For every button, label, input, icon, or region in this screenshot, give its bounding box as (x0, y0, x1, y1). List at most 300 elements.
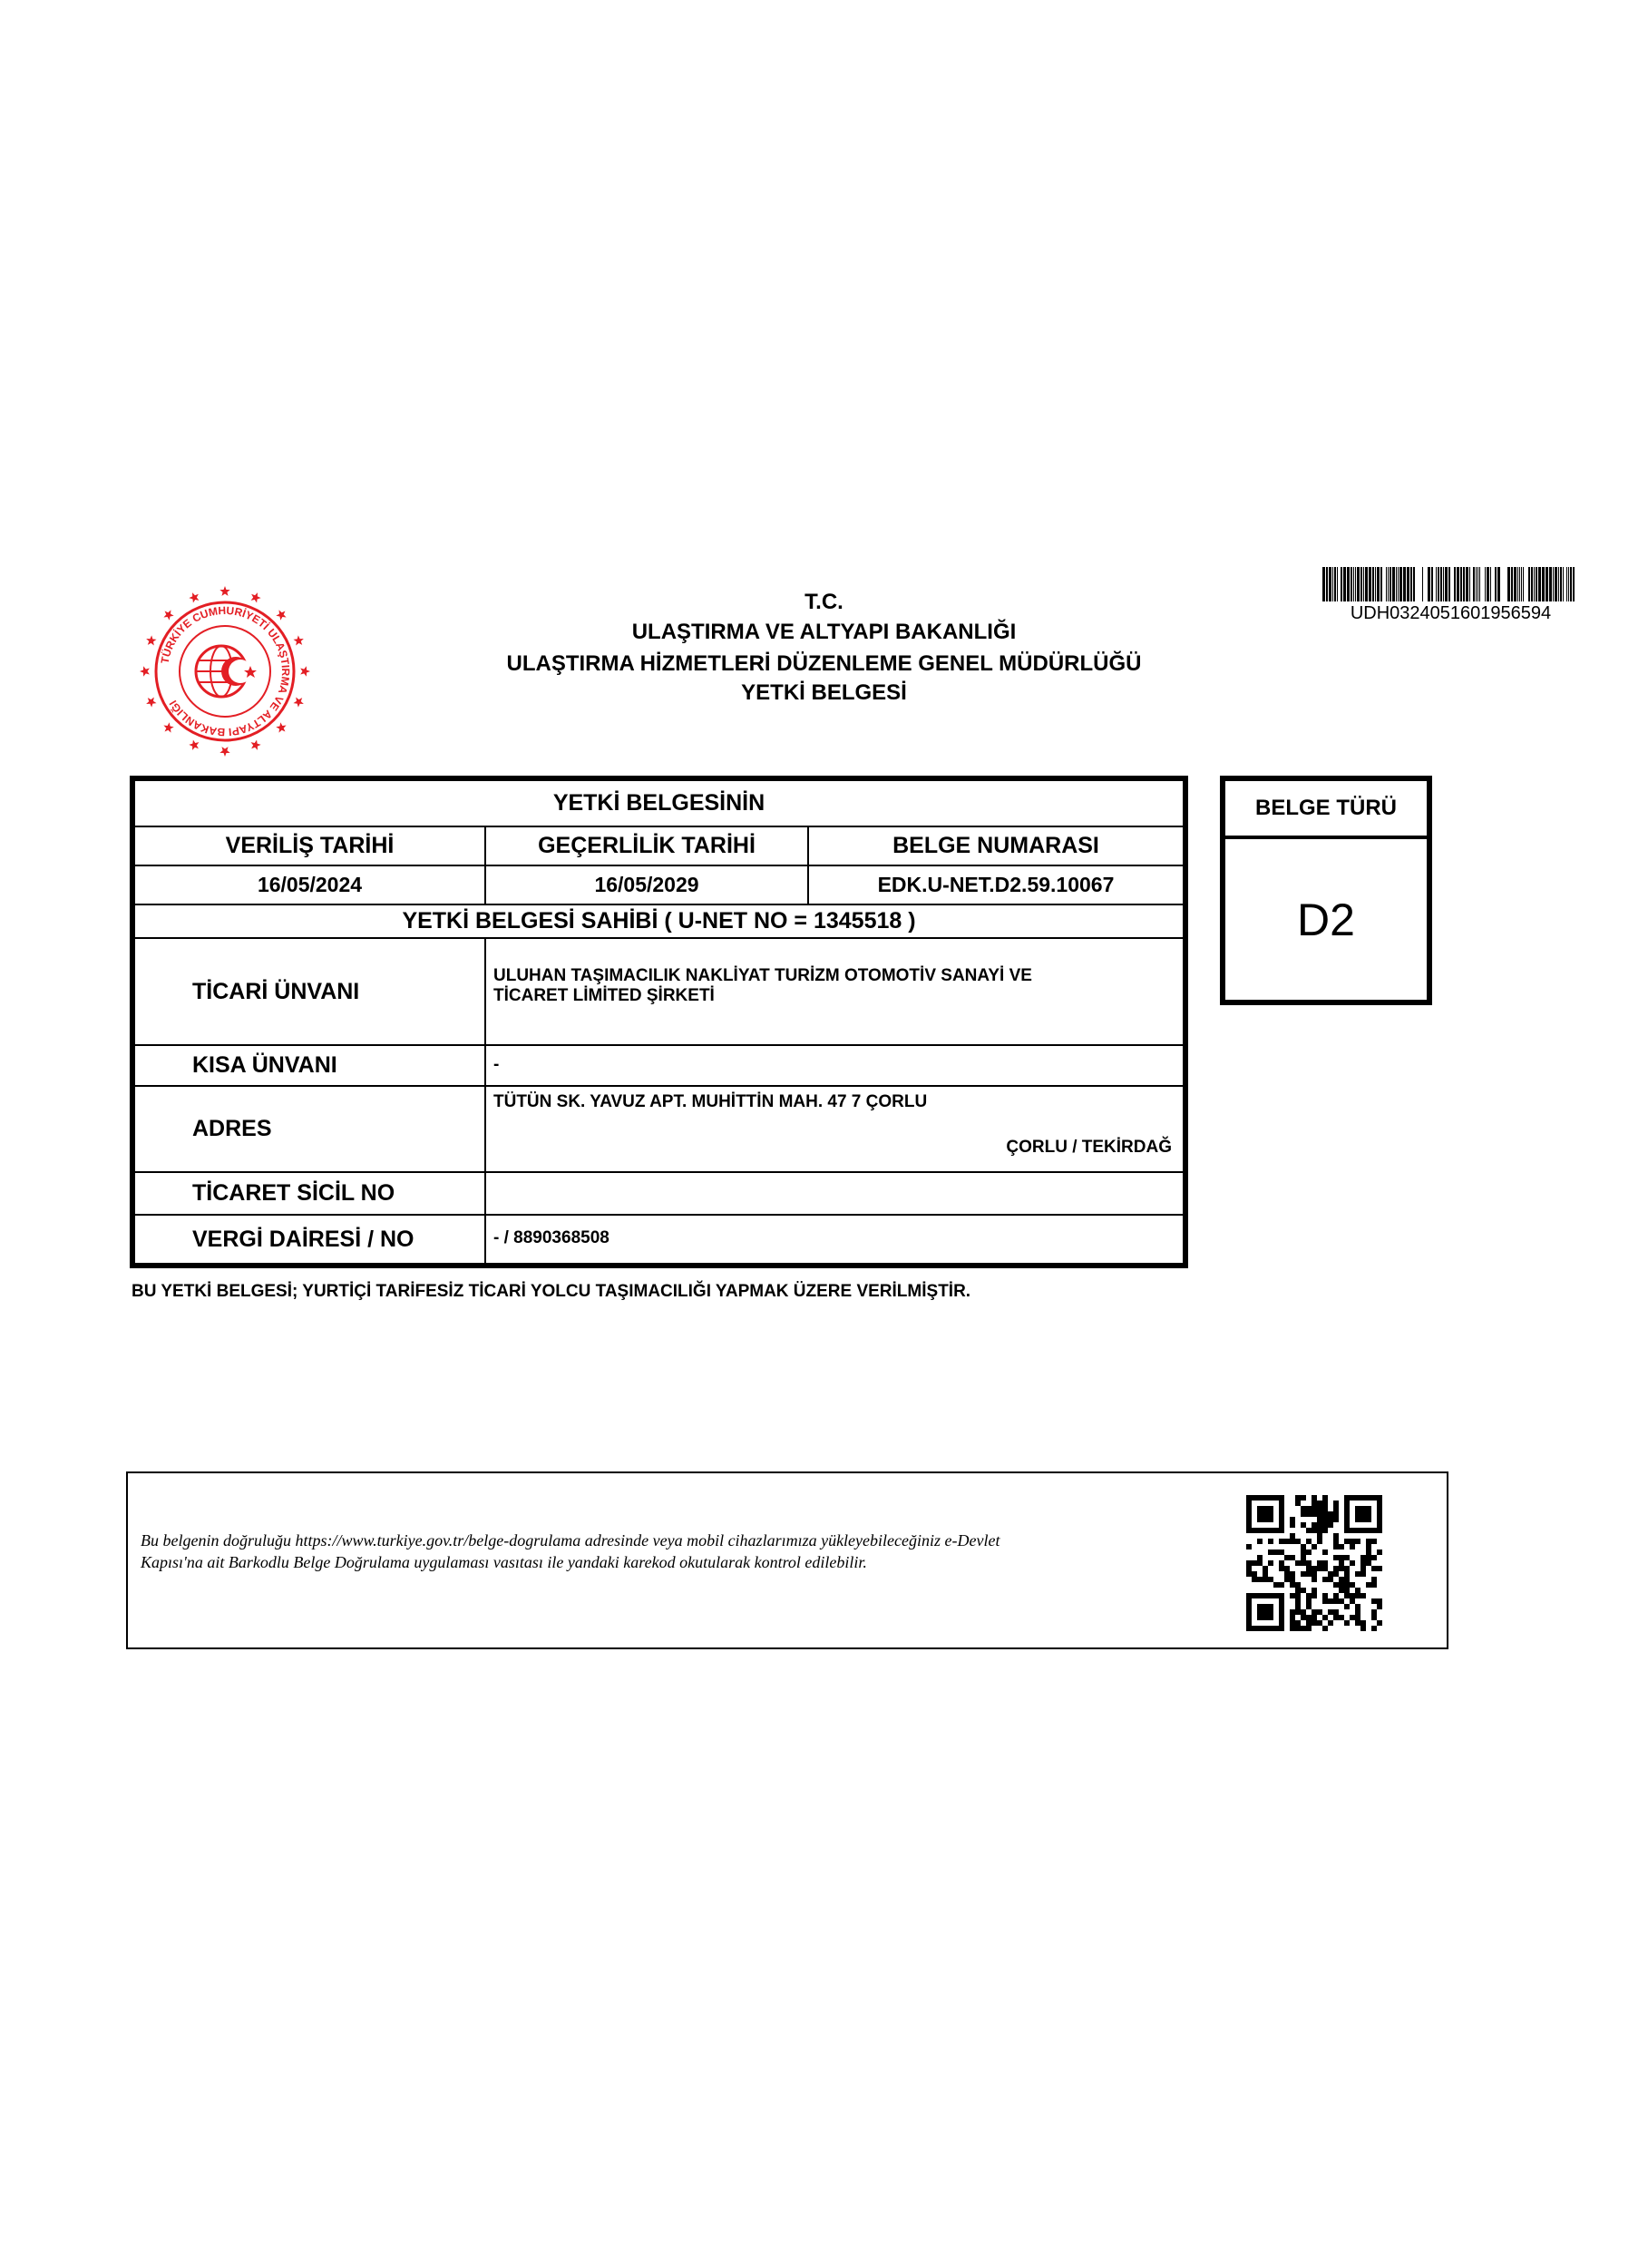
qr-module (1246, 1544, 1252, 1549)
barcode-bar (1332, 567, 1333, 601)
qr-module (1377, 1566, 1382, 1571)
qr-module (1279, 1604, 1284, 1609)
qr-module (1371, 1598, 1377, 1604)
qr-module (1268, 1577, 1273, 1582)
qr-module (1322, 1566, 1328, 1571)
qr-module (1246, 1501, 1252, 1506)
barcode-bar (1428, 567, 1430, 601)
qr-module (1355, 1588, 1360, 1593)
barcode-bar (1523, 567, 1524, 601)
qr-module (1333, 1544, 1339, 1549)
seal-star (276, 722, 286, 732)
barcode-bar (1460, 567, 1462, 601)
barcode-bar (1542, 567, 1545, 601)
qr-module (1252, 1571, 1257, 1577)
qr-module (1295, 1604, 1301, 1609)
barcode-bar (1372, 567, 1374, 601)
qr-module (1268, 1528, 1273, 1533)
qr-module (1268, 1495, 1273, 1501)
qr-module (1371, 1609, 1377, 1615)
short-name-row (135, 1046, 1183, 1087)
trade-name-label: TİCARİ ÜNVANI (135, 939, 486, 1044)
qr-module (1279, 1598, 1284, 1604)
qr-module (1360, 1566, 1366, 1571)
qr-module (1295, 1582, 1301, 1588)
barcode-bar (1514, 567, 1516, 601)
qr-module (1339, 1582, 1344, 1588)
qr-module (1328, 1620, 1333, 1626)
barcode-bar (1360, 567, 1362, 601)
barcode-bar (1403, 567, 1406, 601)
trade-name-row (135, 939, 1183, 1046)
qr-module (1350, 1598, 1355, 1604)
qr-module (1257, 1555, 1263, 1560)
barcode-bar (1363, 567, 1364, 601)
qr-module (1339, 1577, 1344, 1582)
qr-module (1333, 1615, 1339, 1620)
qr-module (1306, 1620, 1312, 1626)
barcode-bar (1365, 567, 1368, 601)
qr-module (1279, 1511, 1284, 1517)
qr-module (1290, 1577, 1295, 1582)
qr-module (1290, 1517, 1295, 1522)
barcode-bar (1511, 567, 1513, 601)
qr-module (1355, 1539, 1360, 1544)
qr-module (1328, 1571, 1333, 1577)
barcode-bar (1343, 567, 1346, 601)
tax-office-label: VERGİ DAİRESİ / NO (135, 1216, 486, 1263)
qr-module (1273, 1582, 1279, 1588)
qr-module (1306, 1528, 1312, 1533)
qr-module (1306, 1560, 1312, 1566)
qr-module (1290, 1582, 1295, 1588)
qr-module (1371, 1539, 1377, 1544)
qr-module (1290, 1555, 1295, 1560)
qr-module (1366, 1560, 1371, 1566)
qr-module (1279, 1609, 1284, 1615)
barcode-bar (1507, 567, 1510, 601)
qr-module (1333, 1539, 1339, 1544)
barcode-bar (1495, 567, 1497, 601)
qr-module (1360, 1593, 1366, 1598)
barcode-bar (1538, 567, 1541, 601)
barcode-bar (1413, 567, 1415, 601)
qr-module (1355, 1495, 1360, 1501)
tax-office-value: - / 8890368508 (493, 1228, 609, 1247)
qr-module (1350, 1539, 1355, 1544)
header-directorate: ULAŞTIRMA HİZMETLERİ DÜZENLEME GENEL MÜDÜRLÜĞÜ (506, 651, 1142, 676)
qr-module (1366, 1549, 1371, 1555)
qr-module (1344, 1506, 1350, 1511)
barcode-bar (1476, 567, 1477, 601)
qr-module (1355, 1609, 1360, 1615)
barcode-number: UDH0324051601956594 (1350, 603, 1552, 623)
qr-module (1328, 1517, 1333, 1522)
barcode-bar (1326, 567, 1328, 601)
qr-module (1312, 1501, 1317, 1506)
qr-module (1252, 1560, 1257, 1566)
qr-module (1328, 1522, 1333, 1528)
qr-module (1279, 1495, 1284, 1501)
qr-module (1268, 1517, 1273, 1522)
qr-module (1284, 1555, 1290, 1560)
qr-module (1268, 1560, 1273, 1566)
qr-module (1312, 1593, 1317, 1598)
qr-module (1322, 1528, 1328, 1533)
seal-text: TÜRKİYE CUMHURİYETİ ULAŞTIRMA VE ALTYAPI BAKANLIĞI (158, 603, 293, 739)
qr-module (1295, 1626, 1301, 1631)
header-ministry: ULAŞTIRMA VE ALTYAPI BAKANLIĞI (631, 620, 1017, 644)
barcode-bar (1396, 567, 1397, 601)
qr-module (1377, 1506, 1382, 1511)
qr-module (1263, 1615, 1268, 1620)
qr-module (1371, 1582, 1377, 1588)
qr-module (1290, 1620, 1295, 1626)
tax-office-row (135, 1216, 1183, 1263)
qr-module (1301, 1626, 1306, 1631)
qr-module (1257, 1517, 1263, 1522)
qr-module (1344, 1555, 1350, 1560)
verification-line2: Kapısı'na ait Barkodlu Belge Doğrulama uygulaması vasıtası ile yandaki karekod okutularak kontrol edilebilir. (141, 1553, 867, 1571)
section-title: YETKİ BELGESİNİN (552, 790, 765, 816)
barcode-bar (1487, 567, 1489, 601)
qr-module (1279, 1522, 1284, 1528)
qr-module (1322, 1506, 1328, 1511)
qr-module (1295, 1501, 1301, 1506)
barcode-bar (1549, 567, 1552, 601)
qr-module (1268, 1615, 1273, 1620)
qr-code (1246, 1495, 1382, 1631)
qr-module (1312, 1615, 1317, 1620)
barcode-bar (1334, 567, 1336, 601)
qr-module (1312, 1506, 1317, 1511)
barcode-bar (1546, 567, 1548, 601)
qr-module (1322, 1511, 1328, 1517)
qr-module (1306, 1539, 1312, 1544)
barcode-bar (1438, 567, 1439, 601)
qr-module (1360, 1517, 1366, 1522)
qr-module (1284, 1571, 1290, 1577)
barcode-bar (1457, 567, 1459, 601)
qr-module (1350, 1615, 1355, 1620)
qr-module (1246, 1522, 1252, 1528)
qr-module (1312, 1566, 1317, 1571)
column-header-row (135, 827, 1183, 866)
qr-module (1355, 1615, 1360, 1620)
qr-module (1290, 1533, 1295, 1539)
barcode-bar (1353, 567, 1354, 601)
document-type-label: BELGE TÜRÜ (1225, 781, 1427, 839)
qr-module (1263, 1626, 1268, 1631)
qr-module (1268, 1604, 1273, 1609)
qr-module (1366, 1528, 1371, 1533)
document-number: EDK.U-NET.D2.59.10067 (877, 873, 1115, 896)
qr-module (1306, 1566, 1312, 1571)
barcode-bar (1553, 567, 1554, 601)
barcode-bar (1380, 567, 1382, 601)
qr-module (1344, 1571, 1350, 1577)
qr-module (1333, 1511, 1339, 1517)
qr-module (1377, 1598, 1382, 1604)
qr-module (1371, 1577, 1377, 1582)
qr-module (1360, 1620, 1366, 1626)
barcode-bar (1497, 567, 1500, 601)
qr-module (1252, 1577, 1257, 1582)
qr-module (1344, 1593, 1350, 1598)
qr-module (1366, 1495, 1371, 1501)
qr-module (1312, 1571, 1317, 1577)
barcode-bar (1392, 567, 1395, 601)
qr-module (1273, 1593, 1279, 1598)
qr-module (1246, 1615, 1252, 1620)
barcode-bar (1390, 567, 1391, 601)
qr-module (1295, 1598, 1301, 1604)
qr-module (1377, 1522, 1382, 1528)
barcode-bar (1357, 567, 1360, 601)
header-doc-title: YETKİ BELGESİ (741, 680, 907, 705)
qr-module (1312, 1522, 1317, 1528)
qr-module (1312, 1544, 1317, 1549)
qr-module (1263, 1506, 1268, 1511)
qr-module (1333, 1571, 1339, 1577)
trade-name-line1: ULUHAN TAŞIMACILIK NAKLİYAT TURİZM OTOMOTİV SANAYİ VE (493, 966, 1032, 985)
qr-module (1246, 1506, 1252, 1511)
qr-module (1344, 1522, 1350, 1528)
qr-module (1246, 1593, 1252, 1598)
qr-module (1339, 1598, 1344, 1604)
barcode-bar (1436, 567, 1437, 601)
qr-module (1290, 1522, 1295, 1528)
column-document-number: BELGE NUMARASI (892, 833, 1099, 858)
qr-module (1377, 1549, 1382, 1555)
qr-module (1339, 1555, 1344, 1560)
qr-module (1284, 1577, 1290, 1582)
qr-module (1301, 1588, 1306, 1593)
qr-module (1290, 1609, 1295, 1615)
qr-module (1257, 1495, 1263, 1501)
qr-module (1366, 1582, 1371, 1588)
barcode-bar (1388, 567, 1389, 601)
barcode-bar (1410, 567, 1412, 601)
barcode-bar (1479, 567, 1480, 601)
qr-module (1263, 1604, 1268, 1609)
qr-module (1252, 1495, 1257, 1501)
qr-module (1344, 1528, 1350, 1533)
qr-module (1322, 1615, 1328, 1620)
qr-module (1322, 1522, 1328, 1528)
qr-module (1273, 1626, 1279, 1631)
barcode-bar (1337, 567, 1338, 601)
barcode-bar (1566, 567, 1567, 601)
qr-module (1333, 1501, 1339, 1506)
qr-module (1257, 1609, 1263, 1615)
column-issue-date: VERİLİŞ TARİHİ (135, 827, 486, 865)
qr-module (1371, 1566, 1377, 1571)
barcode-bar (1466, 567, 1468, 601)
qr-module (1268, 1539, 1273, 1544)
validity-date: 16/05/2029 (486, 866, 809, 904)
section-title-row (135, 781, 1183, 827)
address-row (135, 1087, 1183, 1173)
qr-module (1273, 1549, 1279, 1555)
barcode-bar (1558, 567, 1559, 601)
qr-module (1252, 1593, 1257, 1598)
qr-module (1312, 1588, 1317, 1593)
qr-module (1257, 1626, 1263, 1631)
qr-module (1279, 1506, 1284, 1511)
barcode-bar (1448, 567, 1450, 601)
qr-module (1290, 1571, 1295, 1577)
barcode-bar (1369, 567, 1371, 601)
verification-line1: Bu belgenin doğruluğu https://www.turkiye.gov.tr/belge-dogrulama adresinde veya mobil cihazlarımıza yükleyebileceğiniz e-Devlet (141, 1531, 1000, 1549)
authorization-note: BU YETKİ BELGESİ; YURTİÇİ TARİFESİZ TİCARİ YOLCU TAŞIMACILIĞI YAPMAK ÜZERE VERİLMİŞTİR. (132, 1282, 971, 1301)
qr-module (1377, 1495, 1382, 1501)
seal-star (219, 747, 229, 757)
qr-module (1290, 1626, 1295, 1631)
barcode-bar (1445, 567, 1448, 601)
barcode-bar (1463, 567, 1465, 601)
qr-module (1366, 1506, 1371, 1511)
qr-module (1333, 1609, 1339, 1615)
qr-module (1344, 1517, 1350, 1522)
qr-module (1366, 1517, 1371, 1522)
qr-module (1273, 1528, 1279, 1533)
qr-module (1268, 1609, 1273, 1615)
trade-registry-label: TİCARET SİCİL NO (135, 1173, 486, 1214)
qr-module (1279, 1539, 1284, 1544)
qr-module (1312, 1577, 1317, 1582)
qr-module (1322, 1598, 1328, 1604)
qr-module (1257, 1593, 1263, 1598)
header-tc: T.C. (804, 590, 844, 614)
barcode (1322, 567, 1579, 601)
qr-module (1344, 1604, 1350, 1609)
qr-module (1366, 1555, 1371, 1560)
qr-module (1339, 1544, 1344, 1549)
qr-module (1322, 1495, 1328, 1501)
qr-module (1263, 1528, 1268, 1533)
authorization-table (130, 776, 1188, 1268)
qr-module (1301, 1522, 1306, 1528)
qr-module (1301, 1560, 1306, 1566)
qr-module (1355, 1571, 1360, 1577)
address-label: ADRES (135, 1087, 486, 1171)
barcode-bar (1440, 567, 1442, 601)
qr-module (1290, 1615, 1295, 1620)
qr-module (1371, 1528, 1377, 1533)
qr-module (1339, 1588, 1344, 1593)
qr-module (1301, 1555, 1306, 1560)
qr-module (1263, 1517, 1268, 1522)
qr-module (1295, 1495, 1301, 1501)
qr-module (1355, 1506, 1360, 1511)
qr-module (1371, 1615, 1377, 1620)
qr-module (1312, 1620, 1317, 1626)
qr-module (1263, 1495, 1268, 1501)
barcode-bar (1485, 567, 1486, 601)
qr-module (1301, 1549, 1306, 1555)
qr-module (1246, 1571, 1252, 1577)
qr-module (1360, 1528, 1366, 1533)
qr-module (1268, 1511, 1273, 1517)
holder-title-row (135, 905, 1183, 939)
qr-module (1312, 1495, 1317, 1501)
qr-module (1322, 1517, 1328, 1522)
qr-module (1360, 1506, 1366, 1511)
qr-module (1301, 1506, 1306, 1511)
qr-module (1268, 1626, 1273, 1631)
qr-module (1355, 1517, 1360, 1522)
qr-module (1257, 1577, 1263, 1582)
qr-module (1306, 1549, 1312, 1555)
qr-module (1366, 1511, 1371, 1517)
issue-date: 16/05/2024 (135, 866, 486, 904)
qr-module (1252, 1626, 1257, 1631)
qr-module (1344, 1577, 1350, 1582)
qr-module (1377, 1604, 1382, 1609)
qr-module (1284, 1539, 1290, 1544)
qr-module (1252, 1528, 1257, 1533)
qr-module (1279, 1517, 1284, 1522)
qr-module (1257, 1604, 1263, 1609)
qr-module (1279, 1528, 1284, 1533)
barcode-bar (1534, 567, 1535, 601)
qr-module (1257, 1506, 1263, 1511)
qr-module (1263, 1609, 1268, 1615)
qr-module (1306, 1593, 1312, 1598)
qr-module (1295, 1588, 1301, 1593)
qr-module (1322, 1577, 1328, 1582)
qr-module (1333, 1582, 1339, 1588)
barcode-bar (1519, 567, 1520, 601)
qr-module (1263, 1511, 1268, 1517)
barcode-bar (1407, 567, 1409, 601)
qr-module (1246, 1528, 1252, 1533)
qr-module (1328, 1598, 1333, 1604)
qr-module (1339, 1560, 1344, 1566)
qr-module (1328, 1577, 1333, 1582)
barcode-bar (1431, 567, 1433, 601)
qr-module (1279, 1593, 1284, 1598)
trade-registry-row (135, 1173, 1183, 1216)
address-line1: TÜTÜN SK. YAVUZ APT. MUHİTTİN MAH. 47 7 ÇORLU (493, 1092, 928, 1111)
qr-module (1355, 1593, 1360, 1598)
qr-module (1301, 1544, 1306, 1549)
qr-module (1322, 1549, 1328, 1555)
qr-module (1268, 1593, 1273, 1598)
qr-module (1344, 1511, 1350, 1517)
seal-star (189, 739, 199, 749)
qr-module (1333, 1555, 1339, 1560)
barcode-bar (1573, 567, 1575, 601)
qr-module (1301, 1511, 1306, 1517)
qr-module (1344, 1588, 1350, 1593)
barcode-bar (1347, 567, 1350, 601)
qr-module (1295, 1609, 1301, 1615)
qr-module (1306, 1511, 1312, 1517)
verification-box (126, 1471, 1448, 1649)
barcode-bar (1329, 567, 1331, 601)
qr-module (1322, 1560, 1328, 1566)
qr-module (1377, 1517, 1382, 1522)
qr-module (1366, 1544, 1371, 1549)
qr-module (1322, 1626, 1328, 1631)
qr-module (1360, 1626, 1366, 1631)
qr-module (1317, 1609, 1322, 1615)
qr-module (1317, 1566, 1322, 1571)
qr-module (1322, 1593, 1328, 1598)
qr-module (1306, 1626, 1312, 1631)
